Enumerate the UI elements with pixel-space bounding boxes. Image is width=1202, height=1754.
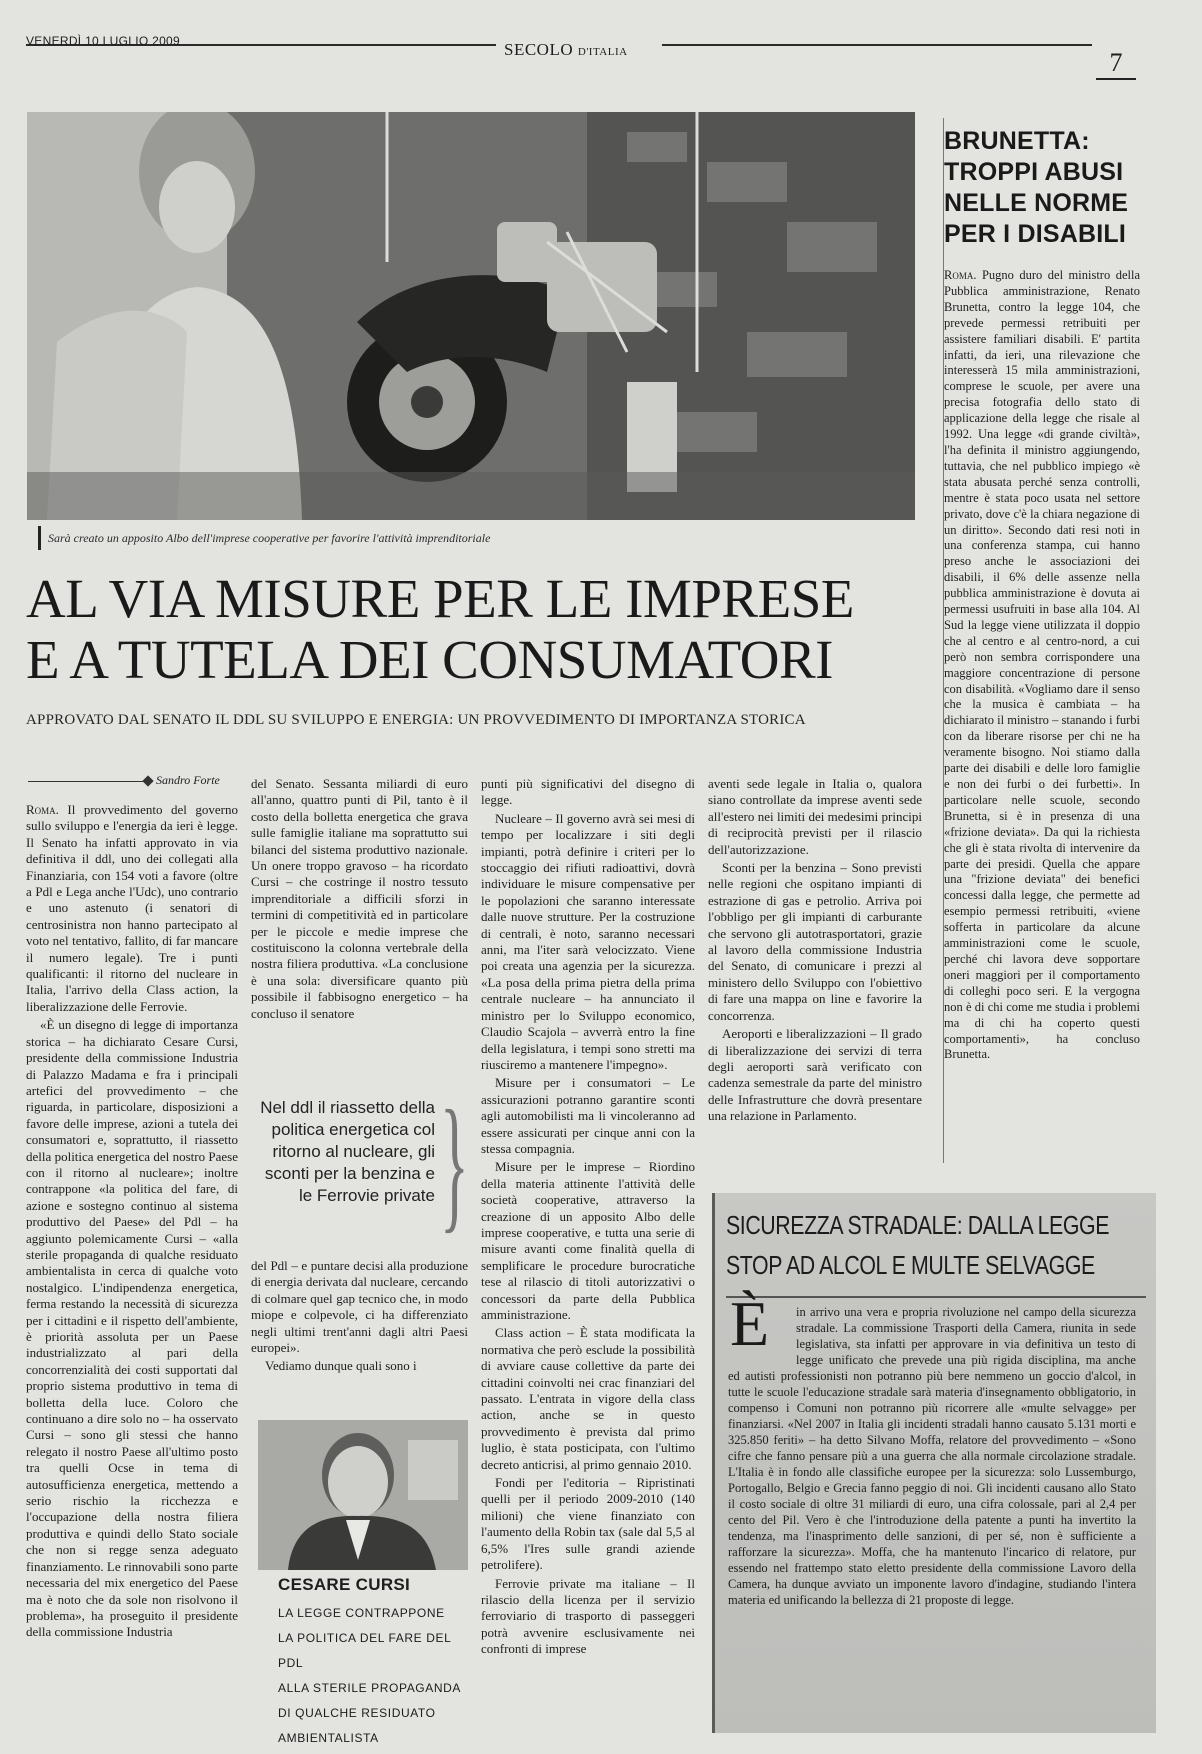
cursi-quote-line: LA POLITICA DEL FARE DEL PDL: [278, 1631, 451, 1670]
main-headline: [26, 568, 906, 690]
photo-caption: Sarà creato un apposito Albo dell'imprese cooperative per favorire l'attività imprenditoriale: [48, 531, 491, 545]
newspaper-name: [504, 40, 628, 60]
issue-date: VENERDÌ 10 LUGLIO 2009: [26, 34, 181, 48]
article-paragraph: del Senato. Sessanta miliardi di euro all'anno, quattro punti di Pil, tanto è il costo della bolletta energetica che grava sulle famiglie italiane ma soprattutto sui bilanci del sistema produttivo nazionale. Un onere troppo gravoso – ha ricordato Cursi – che costringe il nostro tessuto imprenditoriale a difficili sforzi in termini di competitività ed in particolare per le piccole e medie imprese che costituiscono la colonna vertebrale della nostra filiera produttiva. «La conclusione è una sola: diversificare quanto più possibile il fabbisogno energetico – ha concluso il senatore: [251, 776, 468, 1021]
newspaper-name-main: SECOLO: [504, 40, 574, 59]
article-paragraph: Vediamo dunque quali sono i: [265, 1358, 417, 1374]
brunetta-headline-line: TROPPI ABUSI: [944, 158, 1124, 186]
byline-diamond: [142, 775, 153, 786]
main-photo: [27, 112, 915, 520]
brunetta-headline-line: NELLE NORME: [944, 189, 1129, 217]
main-headline-line2: E A TUTELA DEI CONSUMATORI: [26, 629, 833, 690]
pull-quote-brace: }: [440, 1080, 469, 1246]
article-paragraph: Class action – È stata modificata la normativa che però esclude la possibilità di avviare cause collettive da parte dei cittadini coinvolti nei crac finanziari del passato. L'entrata in vigore della class action, anche se in questo provvedimento è prevista dal primo luglio, è stata posticipata, con l'ultimo decreto anticrisi, al primo gennaio 2010.: [481, 1325, 695, 1472]
cesare-cursi-photo: [258, 1420, 468, 1570]
article-column-1: [26, 802, 238, 1740]
sicurezza-lead: in arrivo una vera e propria rivoluzione nel campo della sicurezza stradale. La commissione Trasporti della Camera, riunita in sede legislativa, sta infatti per approvare in via definitiva un testo di legge unificato che prevede una più rigida disciplina, ma anche: [796, 1305, 1136, 1367]
article-paragraph: Misure per i consumatori – Le assicurazioni potranno garantire sconti agli automobilisti ma li vincoleranno ad essere assicurati per cinque anni con la stessa compagnia.: [481, 1075, 695, 1156]
sicurezza-headline: [726, 1205, 1161, 1285]
cursi-quote-line: LA LEGGE CONTRAPPONE: [278, 1606, 445, 1620]
article-paragraph: Sconti per la benzina – Sono previsti nelle regioni che ospitano impianti di estrazione di gas e petrolio. Arriva poi l'obbligo per gli impianti di carburante che servono gli autotrasportatori, grazie al lavoro della commissione Industria del Senato, di comunicare i prezzi al ministero dello Sviluppo con l'obiettivo di fare una mappa on line e favorire la concorrenza.: [708, 860, 922, 1023]
article-column-2-continued: [251, 1258, 468, 1410]
dateline: Roma.: [26, 802, 59, 817]
masthead-rule-right: [662, 44, 1092, 46]
cursi-quote: [278, 1601, 473, 1751]
brunetta-headline-line: BRUNETTA:: [944, 127, 1090, 155]
article-paragraph: «È un disegno di legge di importanza storica – ha dichiarato Cesare Cursi, presidente della commissione Industria di Palazzo Madama e fra i principali artefici del provvedimento – che riguarda, in particolare, disposizioni a favore delle imprese, azioni a tutela dei consumatori e, soprattutto, il riassetto della politica energetica del nostro Paese con il ritorno al nucleare»; inoltre contrappone «la politica del fare, di azione e sostegno continuo al sistema produttivo del Paese» del Pdl – ha aggiunto polemicamente Cursi – «alla sterile propaganda di qualche residuato ambientalista in cerca di qualche voto nostalgico. L'indipendenza energetica, ferma restando la necessità di sicurezza per i cittadini e il rispetto dell'ambiente, è priorità assoluta per un Paese industrializzato al pari della concorrenzialità dei costi supportati dal proprio sistema produttivo in tema di bolletta della luce. Coloro che continuano a dire solo no – ha osservato Cursi – sono gli stessi che hanno relegato il nostro Paese all'ultimo posto tra quelli Ocse in tema di autosufficienza energetica, mettendo a serio rischio la ricchezza e l'occupazione della nostra filiera produttiva e quindi dello Stato sociale che non si regge senza adeguato finanziamento. Le rinnovabili sono parte necessaria del mix energetico del Paese ma è noto che da sole non risolvono il problema», ha proseguito il presidente della commissione Industria: [26, 1017, 238, 1640]
article-paragraph: [26, 802, 238, 1015]
byline: Sandro Forte: [156, 773, 220, 787]
portrait-illustration: [258, 1420, 468, 1570]
cursi-quote-line: DI QUALCHE RESIDUATO: [278, 1706, 436, 1720]
byline-rule: [28, 781, 148, 782]
article-paragraph: Misure per le imprese – Riordino della materia attinente l'attività delle società cooperative, attraverso la creazione di un apposito Albo delle imprese cooperative, e tutta una serie di misure avanti come finalità quella di semplificare le procedure burocratiche tese al rilascio di titoli autorizzativi o concessori da parte della Pubblica amministrazione.: [481, 1159, 695, 1322]
dateline: Roma.: [944, 268, 977, 282]
brunetta-headline: [944, 126, 1134, 250]
article-paragraph: punti più significativi del disegno di legge.: [481, 776, 695, 808]
brunetta-article: [944, 268, 1140, 1164]
article-paragraph: Fondi per l'editoria – Ripristinati quelli per il periodo 2009-2010 (140 milioni) che viene finanziato con l'aumento della Robin tax (sale dal 5,5 al 6,5% l'Ires sulle grandi aziende petrolifere).: [481, 1475, 695, 1573]
cursi-quote-line: ALLA STERILE PROPAGANDA: [278, 1681, 461, 1695]
paragraph-text: Il provvedimento del governo sullo sviluppo e l'energia da ieri è legge. Il Senato ha infatti approvato in via definitiva il ddl, uno dei collegati alla Finanziaria, con 154 voti a favore (oltre a Pdl e Lega anche l'Udc), uno contrario e uno astenuto (i senatori di centrosinistra non hanno partecipato al voto nel tentativo, fallito, di far mancare il numero legale). Tre i punti qualificanti: il ritorno del nucleare in Italia, l'arrivo della Class action, la liberalizzazione delle Ferrovie.: [26, 802, 238, 1014]
newspaper-name-suffix: D'ITALIA: [577, 46, 628, 58]
article-column-3: [481, 776, 695, 1738]
sicurezza-headline-line: STOP AD ALCOL E MULTE SELVAGGE: [726, 1250, 1095, 1280]
article-column-4: [708, 776, 922, 1171]
pull-quote: Nel ddl il riassetto della politica energetica col ritorno al nucleare, gli sconti per la benzina e le Ferrovie private: [260, 1098, 435, 1205]
factory-scene-illustration: [27, 112, 915, 520]
article-column-2: [251, 776, 468, 1074]
article-paragraph: del Pdl – e puntare decisi alla produzione di energia derivata dal nucleare, cercando di colmare quel gap tecnico che, in modo miope e colpevole, ci ha differenziato negli ultimi trent'anni dagli altri Paesi europei».: [251, 1258, 468, 1356]
article-paragraph: aventi sede legale in Italia o, qualora siano controllate da imprese aventi sede all'estero nei limiti dei medesimi principi di reciprocità previsti per il rilascio dell'autorizzazione.: [708, 776, 922, 857]
article-paragraph: Ferrovie private ma italiane – Il rilascio della licenza per il servizio ferroviario di trasporto di passeggeri potrà avvenire esclusivamente nei confronti di imprese: [481, 1575, 695, 1657]
brunetta-headline-line: PER I DISABILI: [944, 220, 1126, 248]
article-paragraph: Aeroporti e liberalizzazioni – Il grado di liberalizzazione dei servizi di terra degli aeroporti sarà verificato con cadenza semestrale da parte del ministro delle Infrastrutture che dovrà presentare una relazione in Parlamento.: [708, 1026, 922, 1124]
cursi-quote-line: AMBIENTALISTA: [278, 1731, 379, 1745]
caption-marker: [38, 526, 41, 550]
main-headline-line1: AL VIA MISURE PER LE IMPRESE: [26, 568, 854, 629]
paragraph-text: Pugno duro del ministro della Pubblica amministrazione, Renato Brunetta, contro la legge 104, che prevede permessi retribuiti per assistere familiari disabili. E' partita infatti, da ieri, una rilevazione che interesserà 15 mila amministrazioni, comprese le scuole, per avere una precisa fotografia dello stato di applicazione della legge che risale al 1992. Una legge «di grande civiltà», l'ha definita il ministro aggiungendo, tuttavia, che nel pubblico impiego «è stata abusata perché senza controlli, mentre è stata poco usata nel settore privato, dove c'è la chiara negazione di un diritto». Secondo dati resi noti in una conferenza stampa, cui hanno preso anche le associazioni dei disabili, il 6% delle assenze nella pubblica amministrazione è dovuta ai permessi usufruiti in base alla 104. Al Sud la legge viene utilizzata il doppio che al centro e al centro-nord, a cui però non sembra corrispondere una maggiore concentrazione di persone con disabilità. «Vogliamo dare il senso che la musica è cambiata – ha dichiarato il ministro – stanando i furbi con da liberare risorse per chi ne ha veramente bisogno. Noi stiamo dalla parte dei disabili e delle loro famiglie e non dei furbi o dei furbetti». In particolare nelle scuole, secondo Brunetta, si è in presenza di una «frizione deviata». Da qui la richiesta che gli è stata rivolta di intervenire da parte dei presidi. Quella che appare una "frizione deviata" dei benefici concessi dalla legge, che permette ad esempio permessi retribuiti, «viene sofferta in particolare da alcune amministrazioni come le scuole, perché chi lavora deve sopportare oneri maggiori per il comportamento di colleghi poco seri. E la vergogna non è di chi come me studia i problemi ma di chi ha coperto questi comportamenti», ha concluso Brunetta.: [944, 268, 1140, 1062]
article-paragraph: [944, 268, 1140, 1063]
drop-cap: È: [730, 1288, 770, 1359]
sicurezza-headline-line: SICUREZZA STRADALE: DALLA LEGGE: [726, 1210, 1110, 1240]
page-number: 7: [1096, 48, 1136, 80]
sicurezza-body: ed autisti professionisti non potranno più bere nemmeno un goccio d'alcol, in tutte le scuole l'educazione stradale sarà materia d'insegnamento obbligatorio, in compenso i Comuni non potranno più ricorrere alle «multe selvagge» per finanziarsi. «Nel 2007 in Italia gli incidenti stradali hanno causato 5.131 morti e 325.850 feriti» – ha detto Silvano Moffa, relatore del provvedimento – «Sono cifre che fanno pensare più a una guerra che alla normale circolazione stradale. L'Italia è in fondo alle classifiche europee per la sicurezza: solo Lussemburgo, Portogallo, Belgio e Grecia fanno peggio di noi. Gli incidenti causano allo Stato il costo sociale di oltre 31 miliardi di euro, una cifra colossale, pari al 2,4 per cento del Pil. Vero è che l'introduzione della patente a punti ha invertito la tendenza, ma l'inasprimento delle sanzioni, di per sé, non è sufficiente a rafforzare la sicurezza». Moffa, che ha mantenuto l'incarico di relatore, pur essendo nel frattempo stato eletto presidente della commissione Lavoro della Camera, ha dunque avviato un imponente lavoro d'indagine, studiando l'intera materia ed unificando la bellezza di 21 proposte di legge.: [728, 1369, 1136, 1607]
article-paragraph: Nucleare – Il governo avrà sei mesi di tempo per localizzare i siti degli impianti, potrà definire i criteri per lo stoccaggio dei rifiuti radioattivi, dovrà individuare le misure compensative per le popolazioni che saranno interessate dalle nuove strutture. Per la costruzione di centrali, è noto, saranno necessari anni, ma l'iter sarà velocizzato. Viene poi creata una agenzia per la sicurezza. «La posa della prima pietra della prima centrale nucleare – ha annunciato il ministro per lo Sviluppo economico, Claudio Scajola – avverrà entro la fine della legislatura, i tempi sono stretti ma riusciremo a mantenere l'impegno».: [481, 810, 695, 1072]
main-subheadline: APPROVATO DAL SENATO IL DDL SU SVILUPPO E ENERGIA: UN PROVVEDIMENTO DI IMPORTANZA STORICA: [26, 712, 806, 728]
sicurezza-rule: [726, 1296, 1146, 1298]
cursi-name: CESARE CURSI: [278, 1575, 411, 1594]
